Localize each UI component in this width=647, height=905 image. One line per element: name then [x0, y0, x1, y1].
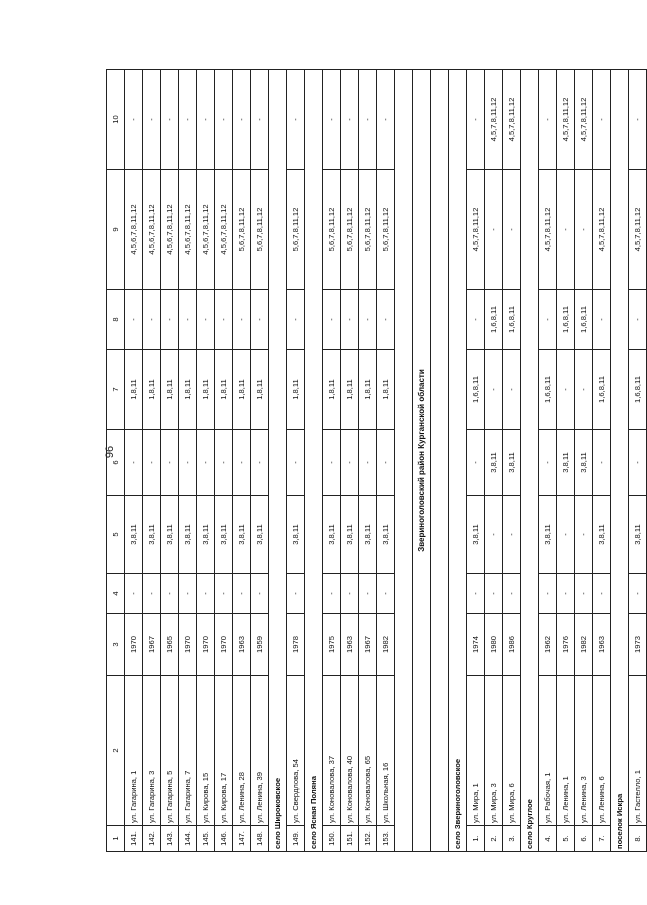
table-cell: 3,8,11	[557, 430, 575, 496]
table-cell: 1,6,8,11	[539, 350, 557, 430]
table-cell: 152.	[359, 826, 377, 852]
table-row	[557, 70, 575, 852]
blank-row	[395, 70, 413, 852]
table-cell: -	[377, 70, 395, 170]
table-cell: 1,6,8,11	[485, 290, 503, 350]
table-cell: 1963	[233, 614, 251, 676]
table-cell: -	[323, 290, 341, 350]
table-cell: -	[557, 496, 575, 574]
table-cell: -	[467, 574, 485, 614]
table-cell: -	[161, 430, 179, 496]
table-cell: -	[377, 290, 395, 350]
table-cell: ул. Гагарина, 3	[143, 676, 161, 826]
table-cell: 3,8,11	[287, 496, 305, 574]
table-cell: -	[179, 70, 197, 170]
table-cell: 148.	[251, 826, 269, 852]
table-cell: 5,6,7,8,11,12	[359, 170, 377, 290]
table-cell: -	[575, 496, 593, 574]
table-cell: ул. Коновалова, 40	[341, 676, 359, 826]
table-row	[377, 70, 395, 852]
table-cell: 1974	[467, 614, 485, 676]
table-cell: -	[593, 70, 611, 170]
table-cell: 3,8,11	[377, 496, 395, 574]
table-cell: -	[215, 290, 233, 350]
table-cell: 4,5,6,7,8,11,12	[179, 170, 197, 290]
table-cell: ул. Гагарина, 7	[179, 676, 197, 826]
table-cell: 1,8,11	[233, 350, 251, 430]
section-header-row	[449, 70, 467, 852]
column-header: 9	[107, 170, 125, 290]
table-cell: -	[323, 70, 341, 170]
table-cell: 4,5,7,8,11,12	[593, 170, 611, 290]
table-cell: 1,8,11	[251, 350, 269, 430]
table-row	[539, 70, 557, 852]
table-cell: 141.	[125, 826, 143, 852]
section-header-row	[611, 70, 629, 852]
table-cell: -	[557, 574, 575, 614]
table-cell: 153.	[377, 826, 395, 852]
table-cell: 4,5,6,7,8,11,12	[125, 170, 143, 290]
table-cell: -	[359, 70, 377, 170]
table-cell: ул. Гастелло, 1	[629, 676, 647, 826]
table-row	[233, 70, 251, 852]
table-row	[467, 70, 485, 852]
table-cell: ул. Кирова, 15	[197, 676, 215, 826]
table-cell: -	[125, 290, 143, 350]
table-cell: -	[359, 430, 377, 496]
table-cell: -	[467, 290, 485, 350]
table-cell: 1967	[143, 614, 161, 676]
table-cell: -	[341, 70, 359, 170]
table-cell: -	[125, 574, 143, 614]
table-cell: -	[233, 290, 251, 350]
table-cell: -	[467, 430, 485, 496]
table-cell: -	[557, 350, 575, 430]
table-cell: 1,8,11	[197, 350, 215, 430]
table-cell: -	[233, 70, 251, 170]
table-cell: 1,8,11	[161, 350, 179, 430]
table-cell: -	[323, 574, 341, 614]
table-cell: 3,8,11	[215, 496, 233, 574]
table-cell: -	[143, 70, 161, 170]
table-cell: -	[575, 574, 593, 614]
table-cell: 5,6,7,8,11,12	[377, 170, 395, 290]
table-cell: ул. Мира, 3	[485, 676, 503, 826]
table-cell: 5,6,7,8,11,12	[341, 170, 359, 290]
section-header-row	[269, 70, 287, 852]
table-cell: ул. Ленина, 6	[593, 676, 611, 826]
table-cell: -	[287, 290, 305, 350]
table-cell: -	[467, 70, 485, 170]
table-cell: -	[485, 496, 503, 574]
table-cell: 1970	[215, 614, 233, 676]
table-cell: 146.	[215, 826, 233, 852]
table-cell: 2.	[485, 826, 503, 852]
section-header-row	[305, 70, 323, 852]
table-cell: -	[161, 290, 179, 350]
table-row	[323, 70, 341, 852]
table-cell: 3,8,11	[359, 496, 377, 574]
table-cell: ул. Ленина, 1	[557, 676, 575, 826]
table-row	[215, 70, 233, 852]
table-cell: 1978	[287, 614, 305, 676]
table-cell: -	[197, 430, 215, 496]
table-cell: -	[161, 574, 179, 614]
table-cell: -	[575, 170, 593, 290]
table-cell: -	[215, 70, 233, 170]
table-cell: 6.	[575, 826, 593, 852]
table-cell: 1,8,11	[377, 350, 395, 430]
table-cell: ул. Коновалова, 37	[323, 676, 341, 826]
blank-cell	[395, 70, 413, 852]
table-cell: -	[539, 430, 557, 496]
table-cell: 1,8,11	[359, 350, 377, 430]
table-cell: 3,8,11	[179, 496, 197, 574]
table-cell: 1.	[467, 826, 485, 852]
table-cell: -	[143, 430, 161, 496]
table-cell: 1,8,11	[125, 350, 143, 430]
table-cell: -	[233, 574, 251, 614]
table-cell: -	[485, 574, 503, 614]
table-cell: 1986	[503, 614, 521, 676]
table-row	[161, 70, 179, 852]
table-cell: 4,5,7,8,11,12	[629, 170, 647, 290]
table-cell: ул. Ленина, 3	[575, 676, 593, 826]
table-cell: -	[359, 574, 377, 614]
rotated-table-container	[106, 70, 642, 852]
table-cell: -	[629, 70, 647, 170]
table-cell: 5,6,7,8,11,12	[233, 170, 251, 290]
table-cell: 1,6,8,11	[467, 350, 485, 430]
table-cell: -	[629, 290, 647, 350]
blank-cell	[431, 70, 449, 852]
column-header: 1	[107, 826, 125, 852]
table-header-row	[107, 70, 125, 852]
table-cell: 4,5,7,8,11,12	[539, 170, 557, 290]
table-cell: 3,8,11	[629, 496, 647, 574]
table-cell: -	[179, 574, 197, 614]
table-row	[593, 70, 611, 852]
table-cell: -	[251, 430, 269, 496]
table-cell: 1,8,11	[341, 350, 359, 430]
table-cell: 3,8,11	[161, 496, 179, 574]
table-cell: -	[341, 574, 359, 614]
table-cell: -	[143, 574, 161, 614]
table-cell: 3,8,11	[197, 496, 215, 574]
table-cell: ул. Кирова, 17	[215, 676, 233, 826]
table-cell: -	[593, 430, 611, 496]
table-cell: -	[179, 290, 197, 350]
table-row	[179, 70, 197, 852]
table-cell: 1,8,11	[143, 350, 161, 430]
column-header: 7	[107, 350, 125, 430]
table-cell: -	[377, 574, 395, 614]
table-cell: 4,5,7,8,11,12	[503, 70, 521, 170]
section-title: село Ясная Поляна	[305, 70, 323, 852]
table-row	[143, 70, 161, 852]
table-cell: -	[125, 70, 143, 170]
table-row	[341, 70, 359, 852]
table-cell: 1982	[377, 614, 395, 676]
table-cell: 3,8,11	[575, 430, 593, 496]
table-cell: 1967	[359, 614, 377, 676]
table-cell: 7.	[593, 826, 611, 852]
table-cell: -	[629, 430, 647, 496]
page-number: 96	[104, 445, 116, 459]
section-header-row	[521, 70, 539, 852]
table-cell: -	[341, 430, 359, 496]
table-cell: ул. Коновалова, 65	[359, 676, 377, 826]
table-cell: -	[251, 70, 269, 170]
table-cell: -	[593, 290, 611, 350]
section-title: село Звериноголовское	[449, 70, 467, 852]
table-row	[575, 70, 593, 852]
table-cell: -	[503, 574, 521, 614]
column-header: 2	[107, 676, 125, 826]
table-cell: -	[287, 574, 305, 614]
table-cell: 3.	[503, 826, 521, 852]
table-cell: -	[233, 430, 251, 496]
table-row	[485, 70, 503, 852]
table-cell: 1,6,8,11	[575, 290, 593, 350]
table-row	[287, 70, 305, 852]
table-cell: -	[125, 430, 143, 496]
table-cell: -	[179, 430, 197, 496]
table-cell: -	[593, 574, 611, 614]
table-cell: -	[503, 496, 521, 574]
column-header: 4	[107, 574, 125, 614]
column-header: 6	[107, 430, 125, 496]
table-cell: -	[197, 574, 215, 614]
column-header: 10	[107, 70, 125, 170]
table-cell: 3,8,11	[593, 496, 611, 574]
table-cell: 3,8,11	[323, 496, 341, 574]
table-body	[107, 70, 647, 852]
table-cell: ул. Гагарина, 5	[161, 676, 179, 826]
column-header: 8	[107, 290, 125, 350]
column-header: 5	[107, 496, 125, 574]
table-cell: 5,6,7,8,11,12	[287, 170, 305, 290]
table-cell: 1970	[197, 614, 215, 676]
table-cell: 5.	[557, 826, 575, 852]
table-cell: ул. Свердлова, 54	[287, 676, 305, 826]
district-header-row	[413, 70, 431, 852]
table-cell: -	[539, 574, 557, 614]
table-cell: 150.	[323, 826, 341, 852]
table-cell: 3,8,11	[143, 496, 161, 574]
table-cell: -	[287, 70, 305, 170]
table-cell: -	[485, 170, 503, 290]
section-title: поселок Искра	[611, 70, 629, 852]
table-cell: -	[629, 574, 647, 614]
table-cell: -	[485, 350, 503, 430]
table-cell: -	[341, 290, 359, 350]
table-cell: 1970	[179, 614, 197, 676]
table-cell: 1,6,8,11	[557, 290, 575, 350]
table-cell: -	[503, 170, 521, 290]
table-cell: 3,8,11	[467, 496, 485, 574]
table-cell: -	[359, 290, 377, 350]
table-cell: -	[557, 170, 575, 290]
table-row	[629, 70, 647, 852]
table-cell: -	[377, 430, 395, 496]
table-cell: -	[215, 430, 233, 496]
table-cell: 1975	[323, 614, 341, 676]
table-row	[197, 70, 215, 852]
table-row	[503, 70, 521, 852]
table-cell: -	[197, 70, 215, 170]
table-row	[125, 70, 143, 852]
table-cell: 1,8,11	[179, 350, 197, 430]
table-cell: 1,6,8,11	[593, 350, 611, 430]
table-cell: 4,5,6,7,8,11,12	[197, 170, 215, 290]
table-cell: 4,5,7,8,11,12	[467, 170, 485, 290]
table-cell: -	[251, 574, 269, 614]
district-title: Звериноголовский район Курганской области	[413, 70, 431, 852]
column-header: 3	[107, 614, 125, 676]
table-cell: 1,6,8,11	[629, 350, 647, 430]
table-cell: 3,8,11	[341, 496, 359, 574]
table-cell: 5,6,7,8,11,12	[323, 170, 341, 290]
table-cell: 3,8,11	[251, 496, 269, 574]
table-cell: 1962	[539, 614, 557, 676]
section-title: село Круглое	[521, 70, 539, 852]
table-cell: 4.	[539, 826, 557, 852]
table-row	[359, 70, 377, 852]
table-cell: 4,5,6,7,8,11,12	[143, 170, 161, 290]
table-cell: 8.	[629, 826, 647, 852]
table-cell: 4,5,7,8,11,12	[557, 70, 575, 170]
table-cell: ул. Мира, 6	[503, 676, 521, 826]
table-cell: 3,8,11	[485, 430, 503, 496]
table-cell: 149.	[287, 826, 305, 852]
table-cell: 142.	[143, 826, 161, 852]
data-table	[106, 69, 647, 852]
table-cell: -	[143, 290, 161, 350]
table-cell: 144.	[179, 826, 197, 852]
table-cell: 5,6,7,8,11,12	[251, 170, 269, 290]
table-cell: -	[287, 430, 305, 496]
table-cell: ул. Ленина, 39	[251, 676, 269, 826]
table-cell: 4,5,7,8,11,12	[485, 70, 503, 170]
table-cell: -	[323, 430, 341, 496]
table-cell: 1973	[629, 614, 647, 676]
table-cell: ул. Школьная, 16	[377, 676, 395, 826]
table-cell: 1,8,11	[287, 350, 305, 430]
table-cell: 1,6,8,11	[503, 290, 521, 350]
table-cell: -	[539, 290, 557, 350]
table-cell: 4,5,6,7,8,11,12	[215, 170, 233, 290]
table-cell: 147.	[233, 826, 251, 852]
table-cell: 4,5,6,7,8,11,12	[161, 170, 179, 290]
table-cell: 1980	[485, 614, 503, 676]
table-cell: 3,8,11	[125, 496, 143, 574]
table-cell: 1959	[251, 614, 269, 676]
table-cell: ул. Гагарина, 1	[125, 676, 143, 826]
table-cell: ул. Рабочая, 1	[539, 676, 557, 826]
table-cell: 3,8,11	[539, 496, 557, 574]
table-cell: 1,8,11	[323, 350, 341, 430]
table-cell: 1982	[575, 614, 593, 676]
table-cell: 4,5,7,8,11,12	[575, 70, 593, 170]
table-cell: -	[215, 574, 233, 614]
table-cell: -	[197, 290, 215, 350]
table-cell: 1,8,11	[215, 350, 233, 430]
table-cell: 3,8,11	[503, 430, 521, 496]
table-cell: ул. Мира, 1	[467, 676, 485, 826]
table-row	[251, 70, 269, 852]
table-cell: ул. Ленина, 28	[233, 676, 251, 826]
table-cell: -	[503, 350, 521, 430]
table-cell: 1965	[161, 614, 179, 676]
table-cell: -	[251, 290, 269, 350]
table-cell: 1963	[593, 614, 611, 676]
section-title: село Широковское	[269, 70, 287, 852]
table-cell: -	[539, 70, 557, 170]
table-cell: 1963	[341, 614, 359, 676]
table-cell: 1976	[557, 614, 575, 676]
table-cell: 145.	[197, 826, 215, 852]
table-cell: 151.	[341, 826, 359, 852]
table-cell: 143.	[161, 826, 179, 852]
table-cell: -	[161, 70, 179, 170]
table-cell: 3,8,11	[233, 496, 251, 574]
table-cell: 1970	[125, 614, 143, 676]
table-cell: -	[575, 350, 593, 430]
blank-row	[431, 70, 449, 852]
